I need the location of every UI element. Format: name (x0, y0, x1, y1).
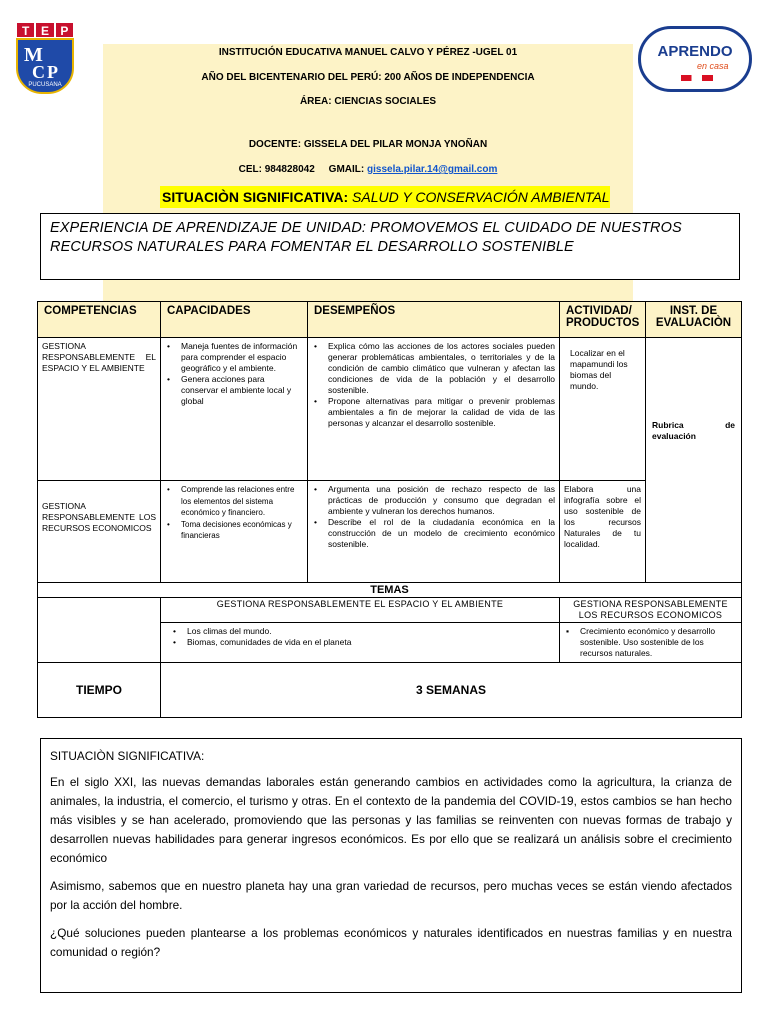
capacidades-cell (161, 481, 308, 583)
logo-letter: T (16, 22, 35, 38)
list-item: • Biomas, comunidades de vida en el planeta (171, 637, 555, 648)
year-title: AÑO DEL BICENTENARIO DEL PERÚ: 200 AÑOS DE INDEPENDENCIA (201, 72, 535, 83)
table-header-row (38, 302, 742, 338)
inst-cell: Rubrica de evaluación (646, 338, 742, 583)
list-item: • Los climas del mundo. (171, 626, 555, 637)
list-item: • Propone alternativas para mitigar o prevenir problemas ambientales a fin de mejorar la calidad de vida de las personas y alcanzar el desarrollo sostenible. (312, 396, 555, 429)
temas-col2-items (560, 623, 742, 663)
aprendo-word: APRENDO (657, 43, 733, 60)
temas-col1-items (161, 623, 560, 663)
situacion-box (40, 738, 742, 993)
area-title: ÁREA: CIENCIAS SOCIALES (299, 96, 437, 107)
logo-location: PUCUSANA (28, 82, 62, 88)
temas-empty-cell (38, 598, 161, 663)
situacion-paragraph: Asimismo, sabemos que en nuestro planeta hay una gran variedad de recursos, pero muchas veces se están viendo afectados por la acción del hombre. (50, 879, 732, 912)
competencies-table (37, 301, 742, 718)
list-item: ▪ Crecimiento económico y desarrollo sostenible. Uso sostenible de los recursos naturales. (564, 626, 737, 659)
situacion-value: SALUD Y CONSERVACIÓN AMBIENTAL (352, 189, 610, 205)
header-desempenos: DESEMPEÑOS (308, 302, 560, 338)
list-item: • Genera acciones para conservar el ambiente local y global (165, 374, 303, 407)
situacion-box-title: SITUACIÒN SIGNIFICATIVA: (50, 749, 205, 763)
temas-subheader-row (38, 598, 742, 623)
temas-header: TEMAS (38, 583, 742, 598)
logo-letter: E (35, 22, 54, 38)
temas-col1-header: GESTIONA RESPONSABLEMENTE EL ESPACIO Y EL AMBIENTE (161, 598, 560, 623)
table-row (38, 338, 742, 481)
situacion-heading (160, 186, 610, 208)
header-inst: INST. DE EVALUACIÒN (646, 302, 742, 338)
flag-icon (681, 75, 713, 81)
experiencia-box: EXPERIENCIA DE APRENDIZAJE DE UNIDAD: PROMOVEMOS EL CUIDADO DE NUESTROS RECURSOS NATURALES PARA FOMENTAR EL DESARROLLO SOSTENIBLE (40, 213, 740, 280)
list-item: • Argumenta una posición de rechazo respecto de las prácticas de producción y consumo que degradan el ambiente y vulneran los derechos humanos. (312, 484, 555, 517)
docente-line: DOCENTE: GISSELA DEL PILAR MONJA YNOÑAN (248, 139, 488, 150)
institution-name: INSTITUCIÓN EDUCATIVA MANUEL CALVO Y PÉREZ -UGEL 01 (218, 47, 518, 58)
header-actividad: ACTIVIDAD/ PRODUCTOS (560, 302, 646, 338)
situacion-question: ¿Qué soluciones pueden plantearse a los problemas económicos y naturales identificados en nuestras familias y en nuestra comunidad o región? (50, 926, 732, 959)
cel-label: CEL: 984828042 GMAIL: (238, 164, 367, 175)
situacion-label: SITUACIÒN SIGNIFICATIVA: (162, 189, 353, 205)
logo-cp: CP (32, 62, 60, 82)
actividad-cell: Elabora una infografía sobre el uso sostenible de los recursos Naturales de tu localidad. (560, 481, 646, 583)
temas-col2-header: GESTIONA RESPONSABLEMENTE LOS RECURSOS ECONOMICOS (560, 598, 742, 623)
list-item: • Toma decisiones económicas y financieras (165, 519, 303, 542)
desempenos-cell (308, 338, 560, 481)
list-item: • Explica cómo las acciones de los actores sociales pueden generar problemáticas ambientales, o territoriales y de la condición de cambio climático que vulneran y afectan las condiciones de vida de la población y el desarrollo sostenible. (312, 341, 555, 396)
email-link[interactable]: gissela.pilar.14@gmail.com (367, 164, 498, 175)
competencia-cell: GESTIONA RESPONSABLEMENTE LOS RECURSOS ECONOMICOS (38, 481, 161, 583)
tiempo-value: 3 SEMANAS (161, 663, 742, 718)
logo-letter: P (55, 22, 74, 38)
logo-m: M (24, 44, 43, 66)
aprendo-en-casa-logo (638, 26, 752, 92)
desempenos-cell (308, 481, 560, 583)
temas-row (38, 583, 742, 598)
tiempo-label: TIEMPO (38, 663, 161, 718)
tiempo-row (38, 663, 742, 718)
aprendo-sub: en casa (697, 61, 729, 71)
school-shield (16, 38, 74, 94)
competencia-cell: GESTIONA RESPONSABLEMENTE EL ESPACIO Y EL AMBIENTE (38, 338, 161, 481)
header-competencias: COMPETENCIAS (38, 302, 161, 338)
capacidades-cell (161, 338, 308, 481)
actividad-cell: Localizar en el mapamundi los biomas del mundo. (560, 338, 646, 481)
header-capacidades: CAPACIDADES (161, 302, 308, 338)
contact-line (103, 164, 633, 175)
situacion-paragraph: En el siglo XXI, las nuevas demandas laborales están generando cambios en actividades como la agricultura, la crianza de animales, la industria, el comercio, el turismo y otras. En el contexto de la pandemia del COVID-19, estos cambios se han hecho más visibles y se han acelerado, promoviendo que las personas y las familias se reinventen con nuevas formas de trabajo y desarrollen nuevas habilidades para generar ingresos económicos. Es por ello que se realizará un análisis sobre el crecimiento económico (50, 775, 732, 865)
table-row (38, 481, 742, 583)
school-logo (16, 22, 74, 94)
list-item: • Describe el rol de la ciudadanía económica en la construcción de un modelo de crecimiento económico sostenible. (312, 517, 555, 550)
list-item: • Maneja fuentes de información para comprender el espacio geográfico y el ambiente. (165, 341, 303, 374)
list-item: • Comprende las relaciones entre los elementos del sistema económico y financiero. (165, 484, 303, 519)
